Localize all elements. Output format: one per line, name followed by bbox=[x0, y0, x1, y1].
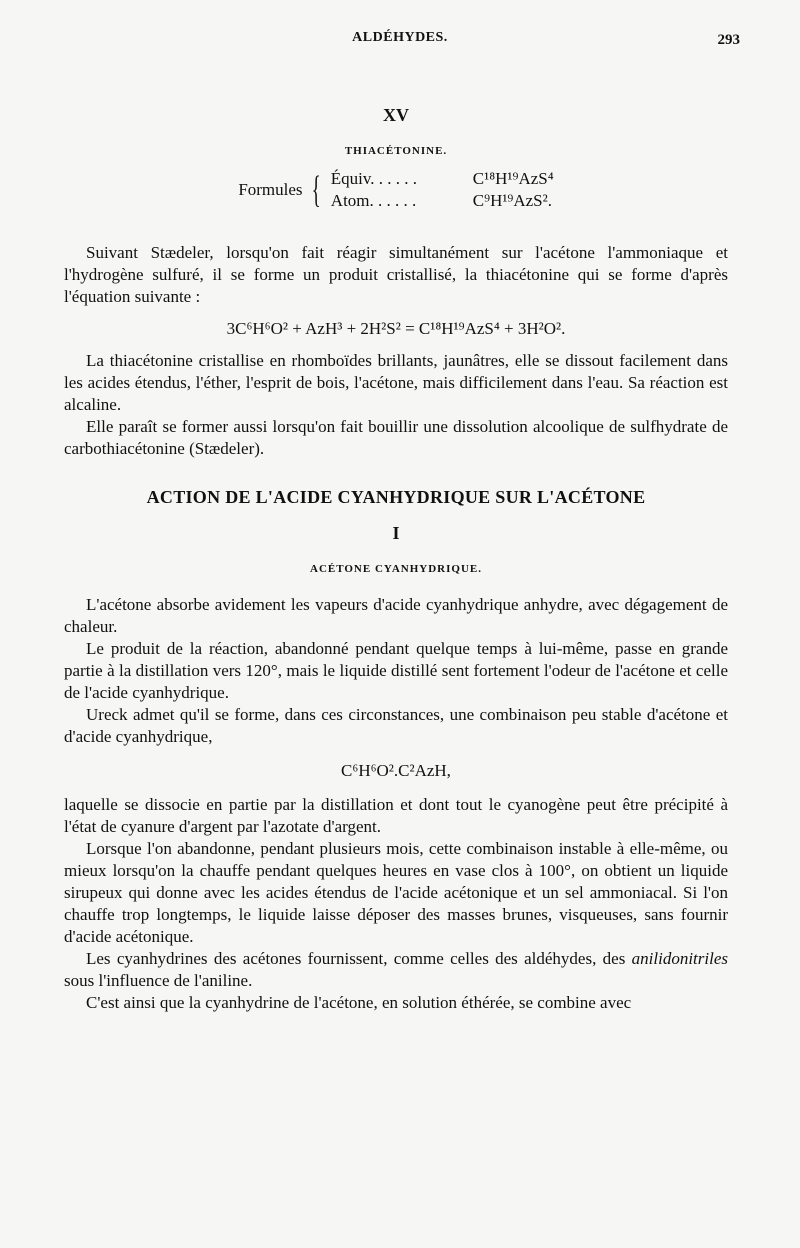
formula-row-atom bbox=[331, 190, 554, 212]
running-title: ALDÉHYDES. bbox=[352, 30, 448, 45]
paragraph-anilido bbox=[64, 948, 728, 992]
subsection-number: I bbox=[392, 523, 400, 543]
formula-row-equiv bbox=[331, 168, 554, 190]
text-span: Les cyanhydrines des acétones fournissent, comme celles des aldéhydes, des bbox=[86, 949, 632, 968]
italic-term: anilidonitriles bbox=[631, 949, 728, 968]
formulas-label: Formules bbox=[238, 180, 303, 199]
text-span: sous l'influence de l'aniline. bbox=[64, 971, 253, 990]
section-number: XV bbox=[383, 105, 409, 125]
formula-rows bbox=[331, 168, 554, 212]
paragraph: Ureck admet qu'il se forme, dans ces circonstances, une combinaison peu stable d'acétone et d'acide cyanhydrique, bbox=[64, 705, 728, 746]
paragraph: Le produit de la réaction, abandonné pendant quelque temps à lui-même, passe en grande partie à la distillation vers 120°, mais le liquide distillé sent fortement l'odeur de l'acétone et celle de l'acide cyanhydrique. bbox=[64, 639, 728, 702]
equation: 3C⁶H⁶O² + AzH³ + 2H²S² = C¹⁸H¹⁹AzS⁴ + 3H²O². bbox=[226, 319, 566, 338]
paragraph: Elle paraît se former aussi lorsqu'on fait bouillir une dissolution alcoolique de sulfhydrate de carbothiacétonine (Stædeler). bbox=[64, 417, 728, 458]
equation: C⁶H⁶O².C²AzH, bbox=[341, 761, 451, 780]
section-title: THIACÉTONINE. bbox=[344, 145, 448, 157]
formulas-block bbox=[64, 168, 728, 212]
subsection-title: ACÉTONE CYANHYDRIQUE. bbox=[310, 563, 482, 575]
atom-label: Atom. . . . . . bbox=[330, 191, 417, 210]
page-number: 293 bbox=[717, 32, 740, 48]
page-body bbox=[64, 104, 728, 1014]
section-heading: ACTION DE L'ACIDE CYANHYDRIQUE SUR L'ACÉTONE bbox=[146, 487, 646, 507]
paragraph: La thiacétonine cristallise en rhomboïdes brillants, jaunâtres, elle se dissout facilement dans les acides étendus, l'éther, l'esprit de bois, l'acétone, mais difficilement dans l'eau. Sa réaction est alcaline. bbox=[64, 351, 728, 414]
atom-formula: C⁹H¹⁹AzS². bbox=[472, 191, 552, 210]
brace-icon: { bbox=[311, 169, 321, 211]
paragraph: Suivant Stædeler, lorsqu'on fait réagir simultanément sur l'acétone l'ammoniaque et l'hydrogène sulfuré, il se forme un produit cristallisé, la thiacétonine qui se forme d'après l'équation suivante : bbox=[64, 243, 728, 306]
paragraph: laquelle se dissocie en partie par la distillation et dont tout le cyanogène peut être précipité à l'état de cyanure d'argent par l'azotate d'argent. bbox=[64, 795, 728, 836]
running-header bbox=[60, 30, 740, 54]
equiv-formula: C¹⁸H¹⁹AzS⁴ bbox=[472, 169, 554, 188]
paragraph: L'acétone absorbe avidement les vapeurs d'acide cyanhydrique anhydre, avec dégagement de chaleur. bbox=[64, 595, 728, 636]
paragraph: C'est ainsi que la cyanhydrine de l'acétone, en solution éthérée, se combine avec bbox=[86, 993, 632, 1012]
paragraph: Lorsque l'on abandonne, pendant plusieurs mois, cette combinaison instable à elle-même, ou mieux lorsqu'on la chauffe pendant quelques heures en vase clos à 100°, on obtient un liquide sirupeux qui donne avec les acides étendus de l'acide acétonique et un sel ammoniacal. Si l'on chauffe trop longtemps, le liquide laisse déposer des masses brunes, visqueuses, sans fournir d'acide acétonique. bbox=[64, 839, 728, 946]
equiv-label: Équiv. . . . . . bbox=[330, 169, 418, 188]
